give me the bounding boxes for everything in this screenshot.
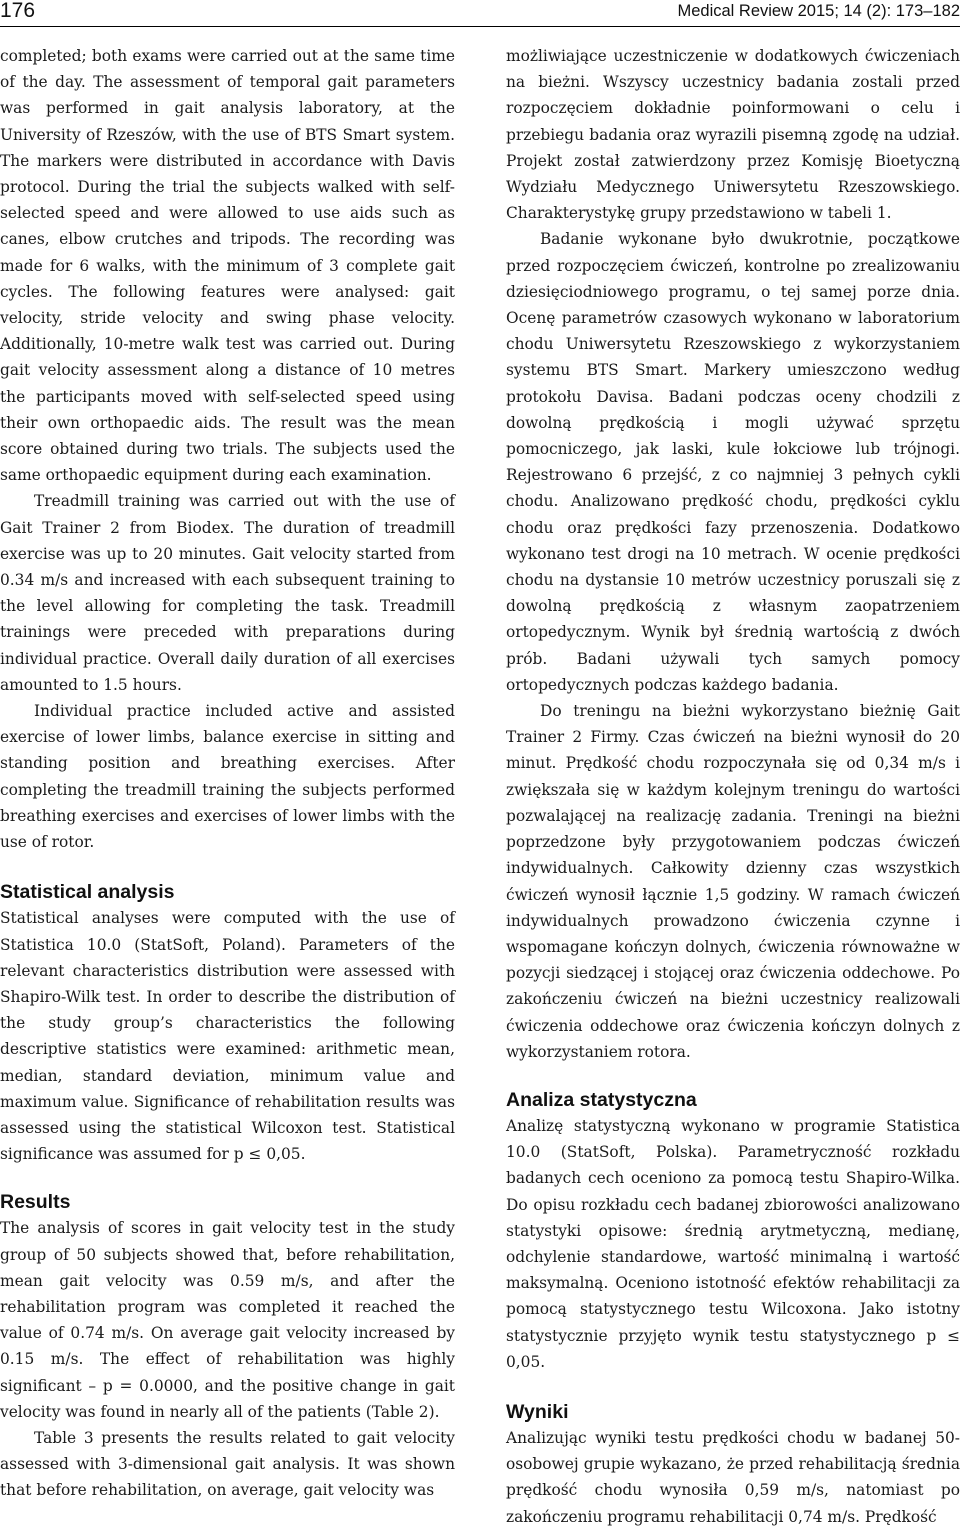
paragraph-pl-statistics: Analizę statystyczną wykonano w programie Statistica 10.0 (StatSoft, Polska). Parametryczność rozkładu badanych cech oceniono za pomocą testu Shapiro-Wilka. Do opisu rozkładu cech badanej zbiorowości analizowano statystyki opisowe: średnią arytmetyczną, medianę, odchylenie standardowe, wartość minimalną i wartość maksymalną. Oceniono istotność efektów rehabilitacji za pomocą statystycznego testu Wilcoxona. Jako istotny statystycznie przyjęto wynik testu statystycznego p ≤ 0,05. bbox=[506, 1116, 960, 1371]
heading-wyniki: Wyniki bbox=[506, 1400, 569, 1423]
paragraph-individual-practice: Individual practice included active and assisted exercise of lower limbs, balance exercise in sitting and standing position and breathing exercises. After completing the treadmill training the subjects performed breathing exercises and exercises of lower limbs with the use of rotor. bbox=[0, 702, 455, 852]
paragraph-treadmill-training: Treadmill training was carried out with the use of Gait Trainer 2 from Biodex. The duration of treadmill exercise was up to 20 minutes. Gait velocity started from 0.34 m/s and increased with each subsequent training to the level allowing for completing the task. Treadmill trainings were preceded with preparations during individual practice. Overall daily duration of all exercises amounted to 1.5 hours. bbox=[0, 492, 455, 694]
heading-results: Results bbox=[0, 1191, 71, 1214]
page-number: 176 bbox=[0, 0, 36, 22]
right-column bbox=[506, 43, 960, 1530]
paragraph-pl-treadmill: Do treningu na bieżni wykorzystano bieżnię Gait Trainer 2 Firmy. Czas ćwiczeń na bieżni wynosił do 20 minut. Prędkość chodu rozpoczynała się od 0,34 m/s i zwiększała się w każdym kolejnym treningu do wartości pozwalającej na realizację zadania. Treningi na bieżni poprzedzone były przygotowaniem podczas ćwiczeń indywidualnych. Całkowity dzienny czas wszystkich ćwiczeń wynosił łącznie 1,5 godziny. W ramach ćwiczeń indywidualnych prowadzono ćwiczenia czynne i wspomagane kończyn dolnych, ćwiczenia równoważne w pozycji siedzącej i stojącej oraz ćwiczenia oddechowe. Po zakończeniu ćwiczeń na bieżni uczestnicy realizowali ćwiczenia oddechowe oraz ćwiczenia kończyn dolnych z wykorzystaniem rotora. bbox=[506, 702, 960, 1061]
paragraph-statistical-analysis: Statistical analyses were computed with the use of Statistica 10.0 (StatSoft, Poland). Parameters of the relevant characteristics distribution were assessed with Shapiro-Wilk test. In order to describe the distribution of the study group’s characteristics the following descriptive statistics were examined: arithmetic mean, median, standard deviation, minimum value and maximum value. Significance of rehabilitation results was assessed using the statistical Wilcoxon test. Statistical significance was assumed for p ≤ 0,05. bbox=[0, 909, 455, 1164]
paragraph-pl-participants: możliwiające uczestniczenie w dodatkowych ćwiczeniach na bieżni. Wszyscy uczestnicy badania zostali przed rozpoczęciem dokładnie poinformowani o celu i przebiegu badania oraz wyrazili pisemną zgodę na udział. Projekt został zatwierdzony przez Komisję Bioetyczną Wydziału Medycznego Uniwersytetu Rzeszowskiego. Charakterystykę grupy przedstawiono w tabeli 1. bbox=[506, 47, 960, 223]
paragraph-results-table3: Table 3 presents the results related to gait velocity assessed with 3-dimensional gait analysis. It was shown that before rehabilitation, on average, gait velocity was bbox=[0, 1428, 455, 1500]
page-header bbox=[0, 0, 960, 26]
heading-statistical-analysis: Statistical analysis bbox=[0, 881, 175, 904]
paragraph-methods-assessment: completed; both exams were carried out at the same time of the day. The assessment of temporal gait parameters was performed in gait analysis laboratory, at the University of Rzeszów, with the use of BTS Smart system. The markers were distributed in accordance with Davis protocol. During the trial the subjects walked with self-selected speed and were allowed to use aids such as canes, elbow crutches and tripods. The recording was made for 6 walks, with the minimum of 3 complete gait cycles. The following features were analysed: gait velocity, stride velocity and swing phase velocity. Additionally, 10-metre walk test was carried out. During gait velocity assessment along a distance of 10 metres the participants moved with self-selected speed using their own orthopaedic aids. The result was the mean score obtained during two trials. The subjects used the same orthopaedic equipment during each examination. bbox=[0, 47, 455, 485]
journal-reference: Medical Review 2015; 14 (2): 173–182 bbox=[677, 2, 960, 20]
paragraph-pl-results: Analizując wyniki testu prędkości chodu w badanej 50-osobowej grupie wykazano, że przed rehabilitacją średnia prędkość chodu wynosiła 0,59 m/s, natomiast po zakończeniu programu rehabilitacji 0,74 m/s. Prędkość bbox=[506, 1428, 960, 1526]
paragraph-pl-examination: Badanie wykonane było dwukrotnie, początkowe przed rozpoczęciem ćwiczeń, kontrolne po zrealizowaniu dziesięciodniowego programu, o tej samej porze dnia. Ocenę parametrów czasowych wykonano w laboratorium chodu Uniwersytetu Rzeszowskiego z wykorzystaniem systemu BTS Smart. Markery umieszczono według protokołu Davisa. Badani podczas oceny chodzili z dowolną prędkością i mogli używać sprzętu pomocniczego, jak laski, kule łokciowe lub trójnogi. Rejestrowano 6 przejść, z co najmniej 3 pełnych cykli chodu. Analizowano prędkość chodu, prędkości cyklu chodu oraz prędkości fazy przenoszenia. Dodatkowo wykonano test drogi na 10 metrach. W ocenie prędkości chodu na dystansie 10 metrów uczestnicy poruszali się z dowolną prędkością z własnym zaopatrzeniem ortopedycznym. Wynik był średnią wartością z dwóch prób. Badani używali tych samych pomocy ortopedycznych podczas każdego badania. bbox=[506, 230, 960, 694]
header-rule bbox=[0, 26, 960, 27]
heading-analiza-statystyczna: Analiza statystyczna bbox=[506, 1088, 697, 1111]
left-column bbox=[0, 43, 455, 1504]
paragraph-results-gait-velocity: The analysis of scores in gait velocity test in the study group of 50 subjects showed that, before rehabilitation, mean gait velocity was 0.59 m/s, and after the rehabilitation program was completed it reached the value of 0.74 m/s. On average gait velocity increased by 0.15 m/s. The effect of rehabilitation was highly significant – p = 0.0000, and the positive change in gait velocity was found in nearly all of the patients (Table 2). bbox=[0, 1219, 455, 1421]
